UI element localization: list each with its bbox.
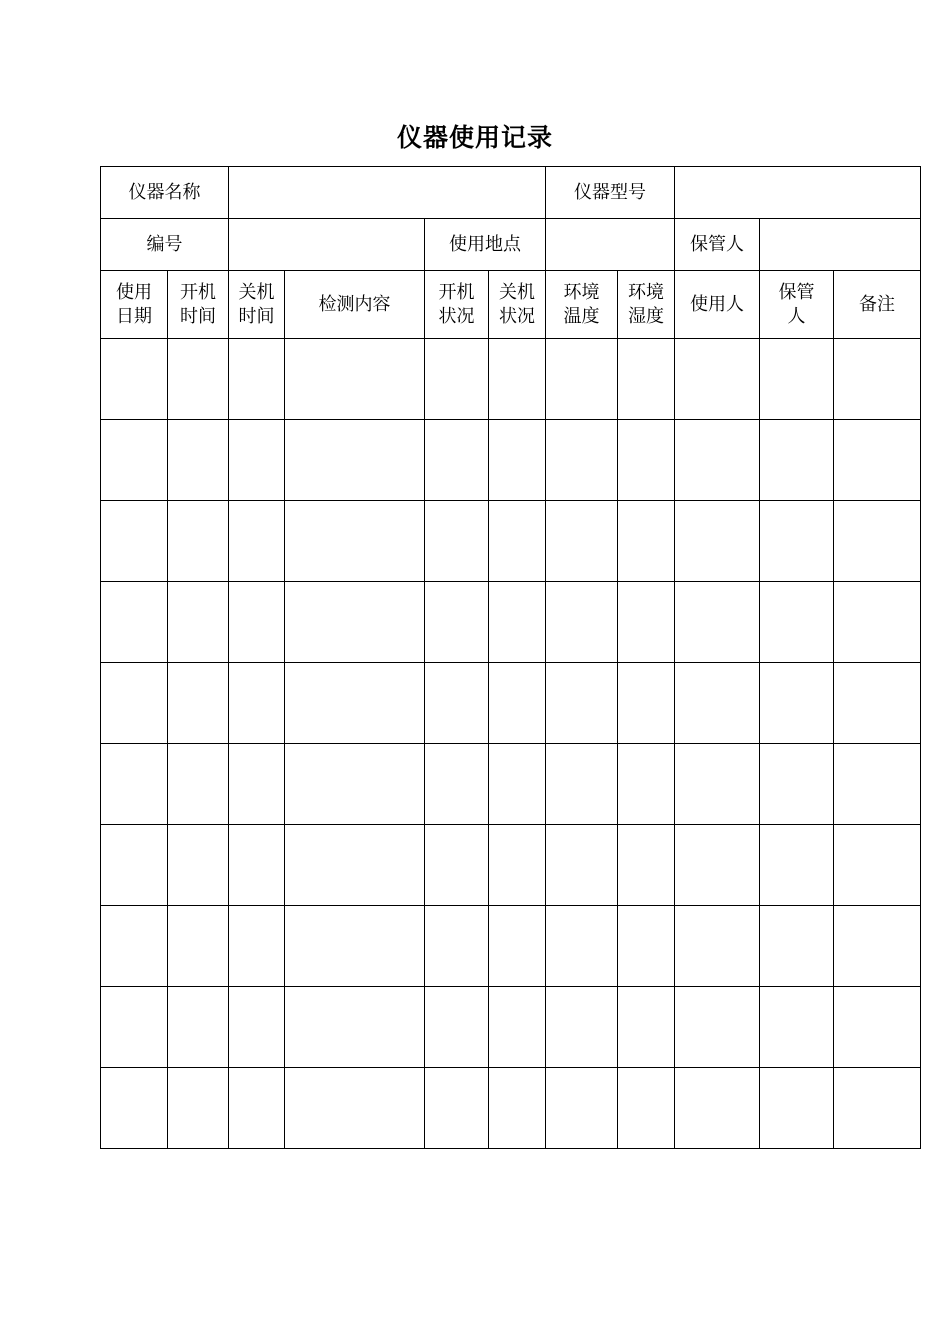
table-cell[interactable] [425,339,489,420]
table-cell[interactable] [229,1068,285,1149]
table-cell[interactable] [834,339,921,420]
table-cell[interactable] [168,825,229,906]
table-cell[interactable] [618,663,675,744]
table-cell[interactable] [229,582,285,663]
table-cell[interactable] [168,420,229,501]
table-cell[interactable] [285,663,425,744]
table-cell[interactable] [285,501,425,582]
document-title: 仪器使用记录 [396,123,553,152]
serial-field[interactable] [229,219,425,271]
column-header-env-temperature: 环境 温度 [546,271,618,339]
table-cell[interactable] [760,582,834,663]
table-cell[interactable] [101,501,168,582]
table-cell[interactable] [618,420,675,501]
table-cell[interactable] [760,339,834,420]
table-cell[interactable] [760,825,834,906]
table-cell[interactable] [675,1068,760,1149]
table-cell[interactable] [168,663,229,744]
table-cell[interactable] [675,825,760,906]
table-cell[interactable] [618,582,675,663]
table-cell[interactable] [425,825,489,906]
instrument-name-field[interactable] [229,167,546,219]
table-cell[interactable] [285,582,425,663]
table-row [101,1068,921,1149]
table-cell[interactable] [760,501,834,582]
table-cell[interactable] [285,420,425,501]
table-cell[interactable] [101,582,168,663]
serial-label: 编号 [101,219,229,271]
table-cell[interactable] [425,582,489,663]
usage-record-table [100,166,921,1149]
column-header-power-off-status: 关机 状况 [489,271,546,339]
table-cell[interactable] [489,501,546,582]
table-cell[interactable] [285,906,425,987]
table-cell[interactable] [101,825,168,906]
table-cell[interactable] [675,420,760,501]
table-cell[interactable] [168,582,229,663]
column-header-power-on-status: 开机 状况 [425,271,489,339]
table-cell[interactable] [229,420,285,501]
table-cell[interactable] [675,744,760,825]
table-cell[interactable] [618,501,675,582]
table-cell[interactable] [285,825,425,906]
table-cell[interactable] [675,906,760,987]
table-row [101,663,921,744]
table-row [101,420,921,501]
table-cell[interactable] [834,1068,921,1149]
table-cell[interactable] [834,744,921,825]
table-cell[interactable] [489,339,546,420]
column-header-row [101,271,921,339]
location-label: 使用地点 [425,219,546,271]
column-header-user: 使用人 [675,271,760,339]
table-cell[interactable] [834,987,921,1068]
table-cell[interactable] [546,501,618,582]
table-cell[interactable] [618,906,675,987]
column-header-custodian: 保管 人 [760,271,834,339]
table-cell[interactable] [489,825,546,906]
column-header-remarks: 备注 [834,271,921,339]
table-cell[interactable] [834,906,921,987]
column-header-env-humidity: 环境 湿度 [618,271,675,339]
info-row-serial [101,219,921,271]
table-cell[interactable] [546,663,618,744]
table-cell[interactable] [834,663,921,744]
table-cell[interactable] [425,987,489,1068]
table-row [101,582,921,663]
table-cell[interactable] [760,744,834,825]
table-cell[interactable] [760,420,834,501]
table-cell[interactable] [675,582,760,663]
table-cell[interactable] [168,501,229,582]
table-cell[interactable] [168,339,229,420]
table-cell[interactable] [675,339,760,420]
table-cell[interactable] [101,663,168,744]
table-cell[interactable] [546,906,618,987]
table-cell[interactable] [101,1068,168,1149]
table-cell[interactable] [101,987,168,1068]
table-cell[interactable] [425,906,489,987]
table-cell[interactable] [618,744,675,825]
table-row [101,825,921,906]
table-cell[interactable] [546,1068,618,1149]
table-cell[interactable] [168,906,229,987]
table-cell[interactable] [675,663,760,744]
table-cell[interactable] [618,1068,675,1149]
table-cell[interactable] [489,987,546,1068]
instrument-model-label: 仪器型号 [546,167,675,219]
table-cell[interactable] [760,906,834,987]
table-cell[interactable] [760,987,834,1068]
table-cell[interactable] [618,825,675,906]
table-cell[interactable] [285,1068,425,1149]
instrument-model-field[interactable] [675,167,921,219]
column-header-power-on-time: 开机 时间 [168,271,229,339]
table-row [101,906,921,987]
table-cell[interactable] [101,906,168,987]
table-cell[interactable] [425,744,489,825]
table-row [101,744,921,825]
table-cell[interactable] [425,420,489,501]
table-cell[interactable] [285,339,425,420]
table-row [101,987,921,1068]
table-cell[interactable] [285,987,425,1068]
custodian-field[interactable] [760,219,921,271]
table-cell[interactable] [834,501,921,582]
table-cell[interactable] [101,744,168,825]
table-cell[interactable] [618,987,675,1068]
table-cell[interactable] [834,825,921,906]
table-cell[interactable] [229,987,285,1068]
instrument-name-label: 仪器名称 [101,167,229,219]
table-cell[interactable] [229,825,285,906]
table-cell[interactable] [101,420,168,501]
table-row [101,501,921,582]
table-cell[interactable] [168,744,229,825]
column-header-use-date: 使用 日期 [101,271,168,339]
table-cell[interactable] [489,420,546,501]
table-cell[interactable] [285,744,425,825]
info-row-instrument [101,167,921,219]
table-cell[interactable] [546,339,618,420]
table-cell[interactable] [546,825,618,906]
table-cell[interactable] [425,1068,489,1149]
table-cell[interactable] [760,663,834,744]
table-cell[interactable] [425,663,489,744]
table-row [101,339,921,420]
location-field[interactable] [546,219,675,271]
table-cell[interactable] [546,744,618,825]
table-cell[interactable] [425,501,489,582]
table-cell[interactable] [546,582,618,663]
table-cell[interactable] [546,420,618,501]
table-cell[interactable] [168,987,229,1068]
table-cell[interactable] [760,1068,834,1149]
table-cell[interactable] [229,501,285,582]
table-cell[interactable] [834,420,921,501]
table-cell[interactable] [489,582,546,663]
table-cell[interactable] [834,582,921,663]
table-cell[interactable] [489,906,546,987]
table-cell[interactable] [229,744,285,825]
table-cell[interactable] [101,339,168,420]
table-cell[interactable] [675,501,760,582]
table-cell[interactable] [489,1068,546,1149]
column-header-test-content: 检测内容 [285,271,425,339]
column-header-power-off-time: 关机 时间 [229,271,285,339]
table-cell[interactable] [489,744,546,825]
table-cell[interactable] [546,987,618,1068]
table-cell[interactable] [618,339,675,420]
table-cell[interactable] [229,339,285,420]
table-cell[interactable] [675,987,760,1068]
table-cell[interactable] [489,663,546,744]
table-cell[interactable] [168,1068,229,1149]
table-cell[interactable] [229,906,285,987]
table-cell[interactable] [229,663,285,744]
custodian-label: 保管人 [675,219,760,271]
